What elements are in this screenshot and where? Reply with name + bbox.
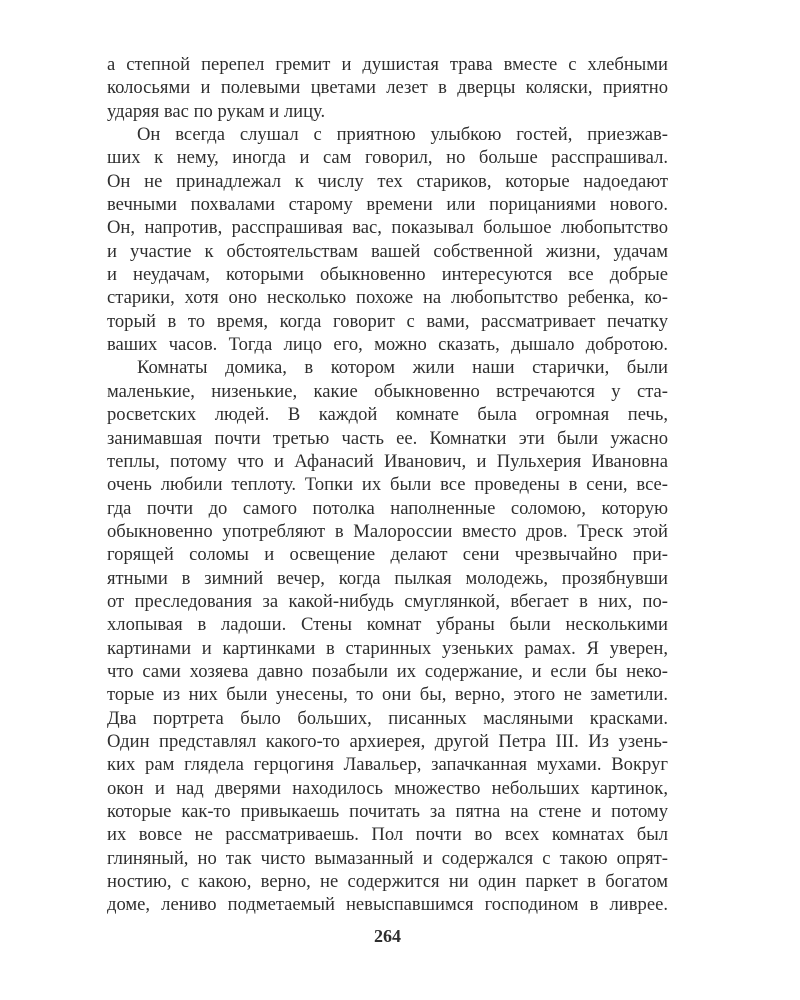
text-line: обыкновенно употребляют в Малороссии вместо дров. Треск этой <box>107 520 668 542</box>
text-line: ваших часов. Тогда лицо его, можно сказать, дышало добротою. <box>107 334 668 356</box>
text-line: вечными похвалами старому времени или порицаниями нового. <box>107 194 668 216</box>
text-line: доме, лениво подметаемый невыспавшимся господином в ливрее. <box>107 894 668 916</box>
text-line: Он всегда слушал с приятною улыбкою гостей, приезжав- <box>137 124 668 146</box>
text-line: которые как-то привыкаешь почитать за пятна на стене и потому <box>107 801 668 822</box>
text-line: ностию, с какою, верно, не содержится ни один паркет в богатом <box>107 871 668 893</box>
text-line: глиняный, но так чисто вымазанный и содержался с такою опрят- <box>107 847 668 869</box>
text-line: и участие к обстоятельствам вашей собственной жизни, удачам <box>107 240 668 262</box>
body-text <box>107 53 668 917</box>
text-line: старики, хотя оно несколько похоже на любопытство ребенка, ко- <box>107 287 668 309</box>
text-line: Комнаты домика, в котором жили наши старички, были <box>137 357 668 379</box>
page-number: 264 <box>374 926 401 946</box>
text-line: окон и над дверями находилось множество небольших картинок, <box>107 777 668 799</box>
paragraph <box>107 123 668 356</box>
text-line: горящей соломы и освещение делают сени чрезвычайно при- <box>107 544 668 566</box>
text-line: от преследования за какой-нибудь смуглянкой, вбегает в них, по- <box>107 590 668 612</box>
text-line: занимавшая почти третью часть ее. Комнатки эти были ужасно <box>107 427 668 449</box>
text-line: ких рам глядела герцогиня Лавальер, запачканная мухами. Вокруг <box>107 754 668 776</box>
text-line: и неудачам, которыми обыкновенно интересуются все добрые <box>107 264 668 286</box>
text-line: Один представлял какого-то архиерея, другой Петра III. Из узень- <box>107 730 668 752</box>
paragraph <box>107 53 668 123</box>
text-line: а степной перепел гремит и душистая трава вместе с хлебными <box>107 54 668 75</box>
text-line: гда почти до самого потолка наполненные соломою, которую <box>107 497 668 519</box>
text-line: Он не принадлежал к числу тех стариков, которые надоедают <box>107 170 668 192</box>
text-line: ших к нему, иногда и сам говорил, но больше расспрашивал. <box>107 147 668 169</box>
text-line: их вовсе не рассматриваешь. Пол почти во всех комнатах был <box>107 824 668 846</box>
paragraph <box>107 356 668 916</box>
text-line: торые из них были унесены, то они бы, верно, этого не заметили. <box>107 684 668 706</box>
text-line: очень любили теплоту. Топки их были все проведены в сени, все- <box>107 474 668 496</box>
text-line: торый в то время, когда говорит с вами, рассматривает печатку <box>107 310 668 332</box>
text-line: что сами хозяева давно позабыли их содержание, и если бы неко- <box>107 660 668 682</box>
text-line: маленькие, низенькие, какие обыкновенно встречаются у ста- <box>107 380 668 402</box>
text-line: ударяя вас по рукам и лицу. <box>107 100 326 122</box>
text-line: росветских людей. В каждой комнате была огромная печь, <box>107 404 668 426</box>
text-line: ятными в зимний вечер, когда пылкая молодежь, прозябнувши <box>107 567 668 589</box>
text-line: картинами и картинками в старинных узеньких рамах. Я уверен, <box>107 637 668 659</box>
text-line: Он, напротив, расспрашивая вас, показывал большое любопытство <box>107 217 668 239</box>
text-line: хлопывая в ладоши. Стены комнат убраны были несколькими <box>107 614 668 636</box>
text-line: Два портрета было больших, писанных масляными красками. <box>107 707 668 729</box>
text-line: колосьями и полевыми цветами лезет в дверцы коляски, приятно <box>107 77 668 99</box>
text-line: теплы, потому что и Афанасий Иванович, и Пульхерия Ивановна <box>107 450 668 472</box>
